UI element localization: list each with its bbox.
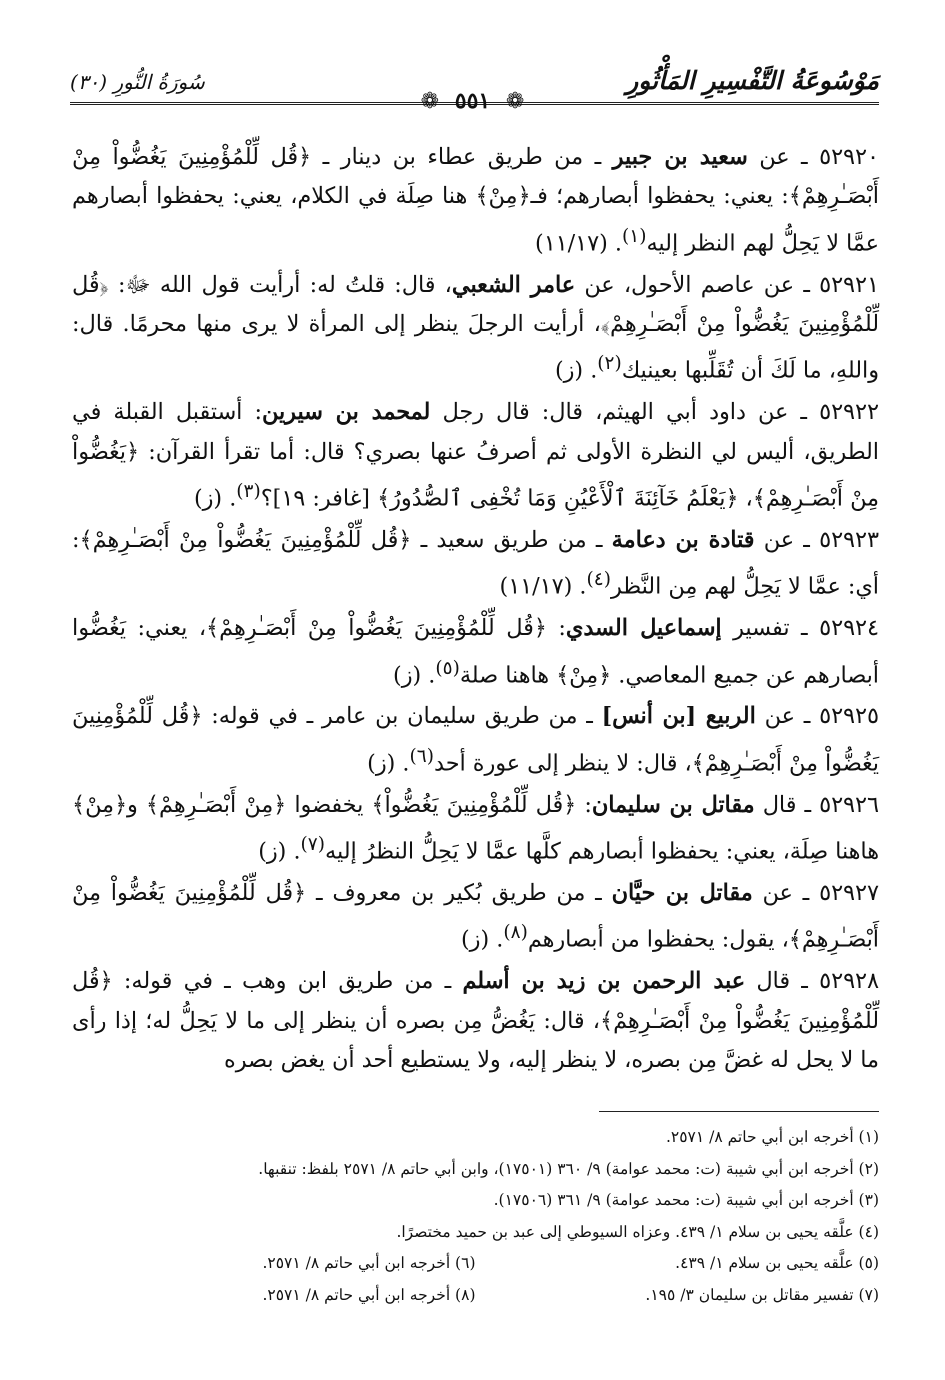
footnote: (١) أخرجه ابن أبي حاتم ٨/ ٢٥٧١. <box>665 1128 879 1146</box>
surah-title: سُورَةُ النُّورِ (٣٠) <box>70 70 205 94</box>
footnote: (٢) أخرجه ابن أبي شيبة (ت: محمد عوامة) ٩/ ٣٦٠ (١٧٥٠١)، وابن أبي حاتم ٨/ ٢٥٧١ بلفظ: تنقبها. <box>258 1159 879 1178</box>
hadith-entry: ٥٢٩٢٣ ـ عن قتادة بن دعامة ـ من طريق سعيد ـ ﴿قُل لِّلْمُؤْمِنِينَ يَغُضُّواْ مِنْ أَبْصَـٰرِهِمْ﴾: أي: عمَّا لا يَحِلُّ لهم مِن النَّظر$^{(٤)}$. (١١/١٧) <box>72 526 879 600</box>
hadith-entry: ٥٢٩٢٦ ـ قال مقاتل بن سليمان: ﴿قُل لِّلْمُؤْمِنِينَ يَغُضُّواْ﴾ يخفضوا ﴿مِنْ أَبْصَـٰرِهِمْ﴾ و﴿مِنْ﴾ هاهنا صِلَة، يعني: يحفظوا أبصارهم كلَّها عمَّا لا يَحِلُّ النظرُ إليه$^{(٧)}$. (ز) <box>72 791 879 865</box>
hadith-entry: ٥٢٩٢٨ ـ قال عبد الرحمن بن زيد بن أسلم ـ من طريق ابن وهب ـ في قوله: ﴿قُل لِّلْمُؤْمِنِينَ يَغُضُّواْ مِنْ أَبْصَـٰرِهِمْ﴾، قال: يَغُضُّ مِن بصره أن ينظر إلى ما لا يَحِلُّ له؛ إذا رأى ما لا يحل له غضَّ مِن بصره، لا ينظر إليه، ولا يستطيع أحد أن يغض بصره <box>72 968 880 1073</box>
footnote: (٨) أخرجه ابن أبي حاتم ٨/ ٢٥٧١. <box>262 1285 476 1304</box>
page-number: ٥٥١ <box>454 88 491 114</box>
hadith-entry: ٥٢٩٢٠ ـ عن سعيد بن جبير ـ من طريق عطاء بن دينار ـ ﴿قُل لِّلْمُؤْمِنِينَ يَغُضُّواْ مِنْ أَبْصَـٰرِهِمْ﴾: يعني: يحفظوا أبصارهم؛ فـ﴿مِنْ﴾ هنا صِلَة في الكلام، يعني: يحفظوا أبصارهم عمَّا لا يَحِلُّ لهم النظر إليه$^{(١)}$. (١١/١٧) <box>72 144 879 257</box>
page-number-line <box>0 88 945 114</box>
book-title: مَوْسُوعَةُ التَّفْسِيرِ المَأْثُورِ <box>626 66 879 95</box>
footnote: (٣) أخرجه ابن أبي شيبة (ت: محمد عوامة) ٩/ ٣٦١ (١٧٥٠٦). <box>493 1191 879 1209</box>
footnote: (٥) علَّقه يحيى بن سلام ١/ ٤٣٩. <box>675 1254 879 1272</box>
footnote-row <box>72 1280 879 1312</box>
main-text <box>72 138 879 1082</box>
hadith-entry: ٥٢٩٢٤ ـ تفسير إسماعيل السدي: ﴿قُل لِّلْمُؤْمِنِينَ يَغُضُّواْ مِنْ أَبْصَـٰرِهِمْ﴾، يعني: يَغُضُّوا أبصارهم عن جميع المعاصي. ﴿مِنْ﴾ هاهنا صلة$^{(٥)}$. (ز) <box>72 615 880 688</box>
footnote-row <box>72 1248 879 1280</box>
hadith-entry: ٥٢٩٢٧ ـ عن مقاتل بن حيَّان ـ من طريق بُكير بن معروف ـ ﴿قُل لِّلْمُؤْمِنِينَ يَغُضُّواْ مِنْ أَبْصَـٰرِهِمْ﴾، يقول: يحفظوا من أبصارهم$^{(٨)}$. (ز) <box>72 879 879 953</box>
footnotes <box>72 1122 879 1311</box>
footnote: (٧) تفسير مقاتل بن سليمان ٣/ ١٩٥. <box>645 1285 879 1304</box>
footnote: (٤) علَّقه يحيى بن سلام ١/ ٤٣٩. وعزاه السيوطي إلى عبد بن حميد مختصرًا. <box>396 1222 879 1241</box>
hadith-entry: ٥٢٩٢٥ ـ عن الربيع [بن أنس] ـ من طريق سليمان بن عامر ـ في قوله: ﴿قُل لِّلْمُؤْمِنِينَ يَغُضُّواْ مِنْ أَبْصَـٰرِهِمْ﴾، قال: لا ينظر إلى عورة أحد$^{(٦)}$. (ز) <box>72 703 879 777</box>
ornament-icon: ❁ <box>505 89 525 114</box>
hadith-entry: ٥٢٩٢٢ ـ عن داود أبي الهيثم، قال: قال رجل لمحمد بن سيرين: أستقبل القبلة في الطريق، أليس لي النظرة الأولى ثم أصرفُ عنها بصري؟ قال: أما تقرأ القرآن: ﴿يَغُضُّواْ مِنْ أَبْصَـٰرِهِمْ﴾، ﴿يَعْلَمُ خَآئِنَةَ ٱلْأَعْيُنِ وَمَا تُخْفِى ٱلصُّدُورُ﴾ [غافر: ١٩]؟$^{(٣)}$. (ز) <box>72 399 879 512</box>
footnote-separator <box>599 1111 879 1112</box>
hadith-entry: ٥٢٩٢١ ـ عن عاصم الأحول، عن عامر الشعبي، قال: قلتُ له: أرأيت قول الله ﷻ: ﴿قُل لِّلْمُؤْمِنِينَ يَغُضُّواْ مِنْ أَبْصَـٰرِهِمْ﴾، أرأيت الرجلَ ينظر إلى المرأة لا يرى منها محرمًا. قال: واللهِ، ما لَكَ أن تُقَلِّبها بعينيك$^{(٢)}$. (ز) <box>72 271 879 384</box>
footnote: (٦) أخرجه ابن أبي حاتم ٨/ ٢٥٧١. <box>262 1254 476 1272</box>
ornament-icon: ❁ <box>420 89 440 114</box>
